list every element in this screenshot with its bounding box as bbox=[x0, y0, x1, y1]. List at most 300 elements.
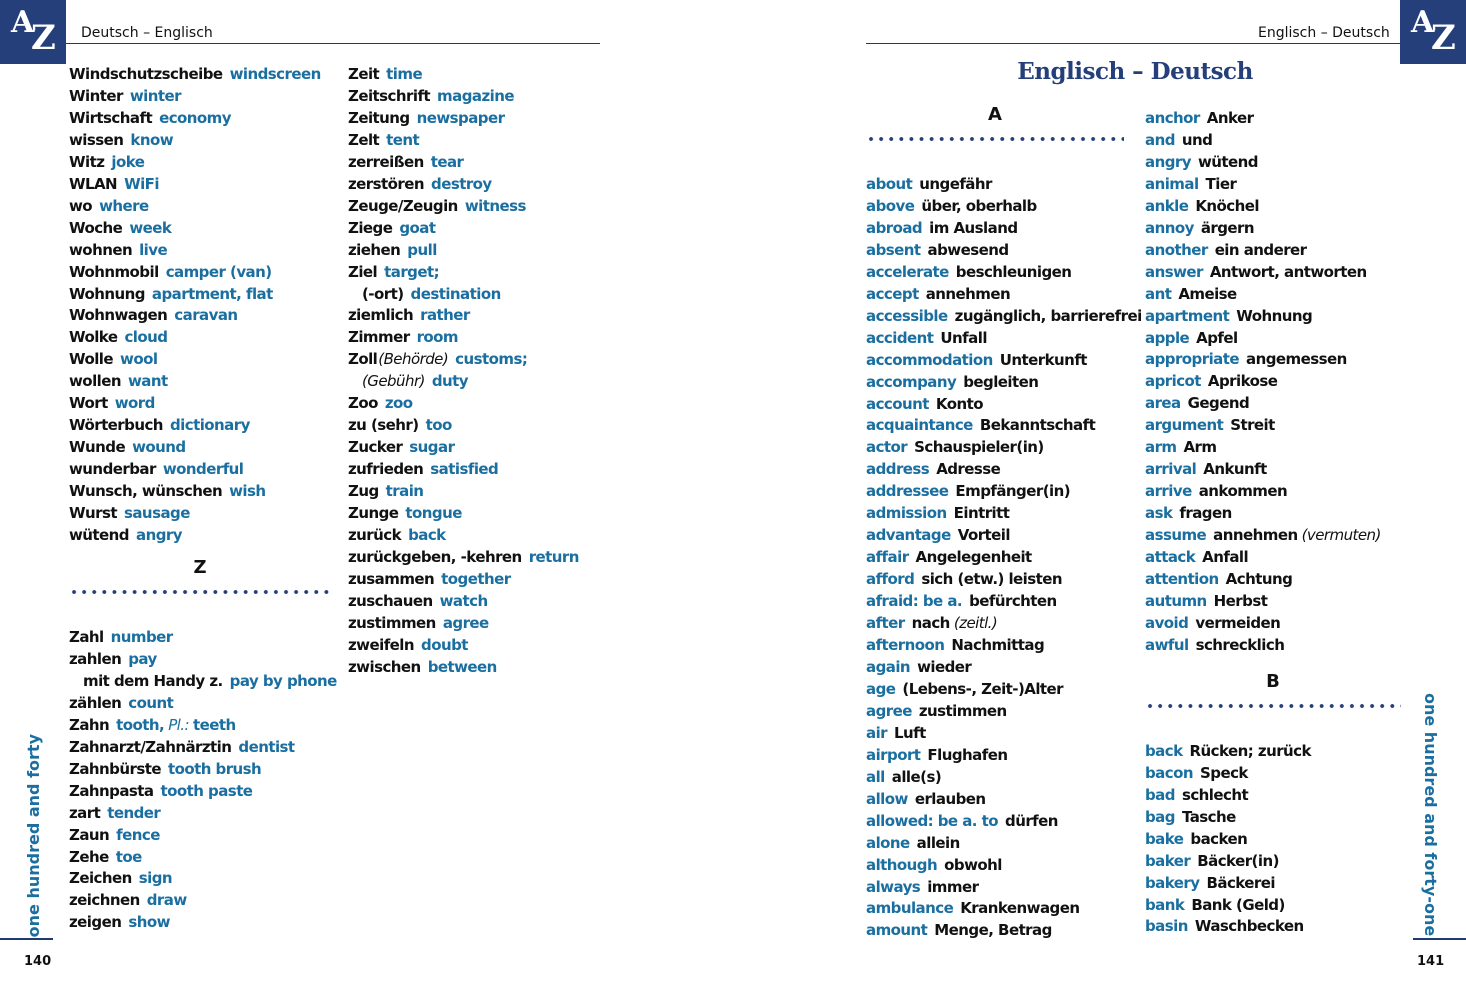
translation: Waschbecken bbox=[1194, 917, 1304, 936]
dictionary-entry bbox=[348, 130, 598, 152]
translation: satisfied bbox=[430, 460, 499, 479]
dictionary-entry bbox=[348, 240, 598, 262]
dictionary-entry bbox=[69, 64, 331, 86]
dictionary-entry bbox=[348, 262, 598, 284]
dictionary-entry bbox=[1145, 807, 1401, 829]
translation: tear bbox=[430, 152, 464, 171]
dictionary-entry bbox=[69, 174, 331, 196]
headword: accelerate bbox=[866, 262, 949, 281]
dictionary-entry bbox=[69, 284, 331, 306]
translation: pull bbox=[407, 240, 437, 259]
headword: zahlen bbox=[69, 649, 122, 668]
translation: destination bbox=[410, 284, 501, 303]
headword: Wolke bbox=[69, 328, 118, 347]
headword: allowed: be a. to bbox=[866, 811, 999, 830]
dictionary-entry bbox=[1145, 763, 1401, 785]
headword: zerstören bbox=[348, 174, 425, 193]
dictionary-entry bbox=[69, 437, 331, 459]
headword: admission bbox=[866, 504, 947, 523]
translation: tongue bbox=[405, 504, 462, 523]
translation: dictionary bbox=[169, 416, 250, 435]
dictionary-entry bbox=[1145, 851, 1401, 873]
headword: ambulance bbox=[866, 899, 954, 918]
dictionary-entry bbox=[866, 811, 1124, 833]
translation: Achtung bbox=[1225, 570, 1293, 589]
section-letter-b: B bbox=[1266, 670, 1280, 692]
translation: ein anderer bbox=[1214, 240, 1307, 259]
right-footer-rule bbox=[1413, 938, 1466, 940]
translation: Ameise bbox=[1178, 284, 1237, 303]
dictionary-entry bbox=[866, 218, 1124, 240]
dictionary-entry bbox=[866, 481, 1124, 503]
headword: Wunsch, wünschen bbox=[69, 482, 223, 501]
translation: schlecht bbox=[1181, 785, 1249, 804]
translation: Antwort, antworten bbox=[1209, 262, 1367, 281]
dictionary-entry bbox=[1145, 371, 1401, 393]
dictionary-entry bbox=[1145, 174, 1401, 196]
dictionary-entry bbox=[348, 657, 598, 679]
translation: goat bbox=[399, 218, 436, 237]
dictionary-entry bbox=[348, 218, 598, 240]
translation: economy bbox=[159, 108, 231, 127]
headword: again bbox=[866, 657, 911, 676]
headword: ziemlich bbox=[348, 306, 414, 325]
dictionary-entry bbox=[69, 305, 331, 327]
translation: know bbox=[130, 130, 174, 149]
dictionary-entry bbox=[866, 833, 1124, 855]
translation: Speck bbox=[1200, 763, 1248, 782]
headword: Zeitung bbox=[348, 108, 410, 127]
translation: week bbox=[129, 218, 172, 237]
translation: ärgern bbox=[1200, 218, 1255, 237]
headword: Wohnmobil bbox=[69, 262, 159, 281]
headword: air bbox=[866, 723, 888, 742]
dictionary-entry bbox=[348, 415, 598, 437]
headword: area bbox=[1145, 394, 1181, 413]
translation: back bbox=[408, 526, 446, 545]
dictionary-entry bbox=[348, 108, 598, 130]
headword: argument bbox=[1145, 416, 1224, 435]
dictionary-entry bbox=[69, 503, 331, 525]
translation: sign bbox=[138, 869, 173, 888]
dictionary-entry bbox=[1145, 525, 1401, 547]
translation: Bäcker(in) bbox=[1197, 851, 1279, 870]
headword: basin bbox=[1145, 917, 1188, 936]
dictionary-entry bbox=[348, 196, 598, 218]
translation: nach bbox=[911, 614, 950, 633]
headword: WLAN bbox=[69, 174, 118, 193]
dictionary-entry bbox=[866, 855, 1124, 877]
dictionary-entry bbox=[1145, 328, 1401, 350]
dictionary-entry bbox=[866, 547, 1124, 569]
usage-note: Pl.: bbox=[168, 715, 190, 734]
translation: annehmen bbox=[1213, 526, 1298, 545]
headword: after bbox=[866, 614, 905, 633]
translation: Apfel bbox=[1196, 328, 1238, 347]
translation: Bäckerei bbox=[1206, 873, 1275, 892]
dictionary-entry bbox=[866, 569, 1124, 591]
headword: wollen bbox=[69, 372, 121, 391]
translation: tooth brush bbox=[167, 759, 262, 778]
translation: Herbst bbox=[1213, 591, 1268, 610]
headword: apple bbox=[1145, 328, 1190, 347]
headword: Winter bbox=[69, 86, 123, 105]
dictionary-entry bbox=[69, 868, 331, 890]
headword: apricot bbox=[1145, 372, 1201, 391]
dictionary-entry bbox=[866, 174, 1124, 196]
translation: fragen bbox=[1179, 504, 1232, 523]
headword: Zimmer bbox=[348, 328, 410, 347]
translation: newspaper bbox=[416, 108, 505, 127]
left-header-rule bbox=[66, 43, 600, 44]
dictionary-entry bbox=[69, 130, 331, 152]
headword: zart bbox=[69, 803, 101, 822]
headword: Zehe bbox=[69, 847, 109, 866]
headword: wo bbox=[69, 196, 93, 215]
headword: attention bbox=[1145, 570, 1219, 589]
headword: amount bbox=[866, 921, 928, 940]
left-side-page-words: one hundred and forty bbox=[24, 734, 43, 938]
headword: animal bbox=[1145, 174, 1199, 193]
translation: sich (etw.) leisten bbox=[921, 570, 1063, 589]
dictionary-entry bbox=[69, 759, 331, 781]
headword: Windschutzscheibe bbox=[69, 65, 223, 83]
headword: afraid: be a. bbox=[866, 592, 963, 611]
dictionary-entry bbox=[348, 64, 598, 86]
headword: accessible bbox=[866, 306, 948, 325]
right-column-1 bbox=[866, 104, 1142, 942]
dictionary-entry bbox=[69, 890, 331, 912]
entry-list-a-continued bbox=[1145, 108, 1401, 657]
headword: zeigen bbox=[69, 913, 122, 932]
headword: ziehen bbox=[348, 240, 401, 259]
headword: Zahn bbox=[69, 715, 110, 734]
headword: Zaun bbox=[69, 825, 110, 844]
dictionary-entry bbox=[866, 635, 1124, 657]
headword: zwischen bbox=[348, 657, 421, 676]
headword: Woche bbox=[69, 218, 123, 237]
headword: Wohnwagen bbox=[69, 306, 168, 325]
translation: Tasche bbox=[1181, 807, 1236, 826]
headword: although bbox=[866, 855, 938, 874]
translation: agree bbox=[442, 613, 489, 632]
translation: obwohl bbox=[944, 855, 1002, 874]
translation: befürchten bbox=[969, 592, 1057, 611]
translation: wish bbox=[229, 482, 266, 501]
translation: Empfänger(in) bbox=[955, 482, 1071, 501]
translation: sausage bbox=[123, 504, 190, 523]
translation: toe bbox=[115, 847, 142, 866]
translation: wonderful bbox=[162, 460, 244, 479]
headword: agree bbox=[866, 701, 912, 720]
dictionary-entry bbox=[866, 525, 1124, 547]
dictionary-entry bbox=[866, 196, 1124, 218]
right-running-header: Englisch – Deutsch bbox=[1258, 25, 1390, 41]
translation: too bbox=[425, 416, 452, 435]
dictionary-entry bbox=[69, 152, 331, 174]
translation: und bbox=[1181, 130, 1213, 149]
headword: airport bbox=[866, 745, 921, 764]
dictionary-entry bbox=[69, 825, 331, 847]
dictionary-entry bbox=[1145, 306, 1401, 328]
translation: target; bbox=[384, 262, 440, 281]
usage-note: (Gebühr) bbox=[362, 372, 425, 391]
dictionary-entry bbox=[866, 394, 1124, 416]
dictionary-entry bbox=[866, 284, 1124, 306]
translation: tooth paste bbox=[160, 781, 253, 800]
translation: show bbox=[128, 913, 170, 932]
section-divider-dots bbox=[69, 589, 331, 595]
translation: tent bbox=[386, 130, 420, 149]
dictionary-entry bbox=[348, 284, 598, 306]
translation: pay by phone bbox=[229, 671, 337, 690]
dictionary-entry bbox=[348, 437, 598, 459]
dictionary-entry bbox=[69, 693, 331, 715]
dictionary-entry bbox=[348, 525, 598, 547]
section-divider-dots bbox=[866, 136, 1124, 142]
dictionary-entry bbox=[69, 196, 331, 218]
headword: arrive bbox=[1145, 482, 1192, 501]
headword: afford bbox=[866, 570, 915, 589]
dictionary-entry bbox=[348, 305, 598, 327]
logo-letter-a: A bbox=[11, 5, 35, 40]
right-column-2 bbox=[1145, 108, 1401, 938]
headword: answer bbox=[1145, 262, 1203, 281]
headword: account bbox=[866, 394, 929, 413]
headword: bake bbox=[1145, 829, 1184, 848]
dictionary-entry bbox=[1145, 503, 1401, 525]
dictionary-entry bbox=[348, 349, 598, 371]
translation: Unfall bbox=[940, 328, 987, 347]
translation: return bbox=[528, 547, 579, 566]
dictionary-entry bbox=[866, 328, 1124, 350]
translation: begleiten bbox=[963, 372, 1039, 391]
dictionary-entry bbox=[69, 86, 331, 108]
dictionary-entry bbox=[866, 350, 1124, 372]
headword: accident bbox=[866, 328, 934, 347]
headword: Wörterbuch bbox=[69, 416, 163, 435]
translation: vermeiden bbox=[1195, 613, 1281, 632]
headword: bakery bbox=[1145, 873, 1200, 892]
dictionary-entry bbox=[69, 912, 331, 934]
dictionary-entry bbox=[1145, 459, 1401, 481]
translation: Arm bbox=[1183, 438, 1217, 457]
translation: WiFi bbox=[124, 174, 159, 193]
translation: Streit bbox=[1230, 416, 1275, 435]
translation: ankommen bbox=[1198, 482, 1288, 501]
headword: Wurst bbox=[69, 504, 117, 523]
dictionary-entry bbox=[69, 627, 331, 649]
dictionary-entry bbox=[866, 767, 1124, 789]
dictionary-entry bbox=[69, 415, 331, 437]
translation: magazine bbox=[437, 86, 514, 105]
translation: between bbox=[427, 657, 497, 676]
headword: above bbox=[866, 196, 915, 215]
dictionary-entry bbox=[69, 240, 331, 262]
headword: Wunde bbox=[69, 438, 126, 457]
translation: tender bbox=[107, 803, 161, 822]
headword: Zoll bbox=[348, 350, 378, 369]
dictionary-entry bbox=[69, 649, 331, 671]
right-side-page-words: one hundred and forty-one bbox=[1421, 693, 1440, 937]
dictionary-entry bbox=[866, 745, 1124, 767]
translation: customs; bbox=[455, 350, 528, 369]
translation: wound bbox=[132, 438, 186, 457]
translation: angemessen bbox=[1246, 350, 1347, 369]
dictionary-entry bbox=[866, 306, 1142, 328]
headword: attack bbox=[1145, 548, 1196, 567]
headword: Witz bbox=[69, 152, 105, 171]
translation: want bbox=[128, 372, 168, 391]
dictionary-entry bbox=[1145, 284, 1401, 306]
headword: addressee bbox=[866, 482, 949, 501]
translation: Menge, Betrag bbox=[934, 921, 1052, 940]
headword: Zeit bbox=[348, 65, 380, 83]
dictionary-entry bbox=[348, 547, 598, 569]
dictionary-entry bbox=[866, 240, 1124, 262]
right-header-rule bbox=[866, 43, 1400, 44]
left-column-1 bbox=[69, 64, 337, 934]
dictionary-entry bbox=[69, 525, 331, 547]
logo-letter-z-right: Z bbox=[1431, 18, 1456, 58]
translation: Ankunft bbox=[1203, 460, 1267, 479]
dictionary-entry bbox=[866, 503, 1124, 525]
usage-note: (Behörde) bbox=[378, 350, 449, 369]
translation: tooth, bbox=[116, 715, 165, 734]
translation: dentist bbox=[238, 737, 295, 756]
dictionary-entry bbox=[1145, 741, 1401, 763]
dictionary-entry bbox=[1145, 393, 1401, 415]
headword: Zahl bbox=[69, 627, 104, 646]
headword: Zeichen bbox=[69, 869, 132, 888]
translation: Bekanntschaft bbox=[979, 416, 1096, 435]
dictionary-entry bbox=[69, 327, 331, 349]
dictionary-entry bbox=[348, 393, 598, 415]
headword: zählen bbox=[69, 693, 122, 712]
translation: wütend bbox=[1197, 152, 1258, 171]
az-logo-right bbox=[1400, 0, 1466, 64]
headword: angry bbox=[1145, 152, 1191, 171]
entry-list-z-continued bbox=[348, 64, 598, 679]
translation: joke bbox=[111, 152, 145, 171]
translation: zugänglich, barrierefrei bbox=[954, 306, 1142, 325]
headword: zufrieden bbox=[348, 460, 424, 479]
headword: awful bbox=[1145, 635, 1189, 654]
headword: mit dem Handy z. bbox=[83, 671, 223, 690]
translation: ungefähr bbox=[919, 175, 992, 193]
headword: allow bbox=[866, 789, 908, 808]
headword: anchor bbox=[1145, 109, 1200, 127]
translation: Tier bbox=[1205, 174, 1237, 193]
dictionary-entry bbox=[69, 218, 331, 240]
translation: doubt bbox=[421, 635, 468, 654]
dictionary-entry bbox=[348, 174, 598, 196]
dictionary-entry bbox=[866, 591, 1124, 613]
headword: another bbox=[1145, 240, 1208, 259]
headword: afternoon bbox=[866, 636, 945, 655]
headword: zurück bbox=[348, 526, 402, 545]
headword: Ziel bbox=[348, 262, 378, 281]
dictionary-entry bbox=[1145, 240, 1401, 262]
headword: advantage bbox=[866, 526, 951, 545]
usage-note: (zeitl.) bbox=[953, 614, 998, 633]
translation: Unterkunft bbox=[999, 350, 1087, 369]
dictionary-entry bbox=[69, 781, 331, 803]
headword: address bbox=[866, 460, 930, 479]
headword: Wort bbox=[69, 394, 108, 413]
left-footer-rule bbox=[0, 938, 53, 940]
headword: absent bbox=[866, 240, 921, 259]
translation: apartment, flat bbox=[151, 284, 273, 303]
dictionary-entry bbox=[1145, 895, 1401, 917]
headword: Zeuge/Zeugin bbox=[348, 196, 458, 215]
dictionary-entry bbox=[69, 349, 331, 371]
dictionary-entry bbox=[1145, 218, 1401, 240]
translation: pay bbox=[128, 649, 157, 668]
dictionary-entry bbox=[348, 86, 598, 108]
translation: Flughafen bbox=[927, 745, 1008, 764]
section-letter-z: Z bbox=[193, 556, 207, 578]
headword: all bbox=[866, 767, 885, 786]
headword: zuschauen bbox=[348, 591, 433, 610]
headword: Zucker bbox=[348, 438, 403, 457]
translation: fence bbox=[116, 825, 160, 844]
logo-letter-a-right: A bbox=[1411, 5, 1435, 40]
translation: Angelegenheit bbox=[915, 548, 1032, 567]
headword: bag bbox=[1145, 807, 1175, 826]
translation: Schauspieler(in) bbox=[914, 438, 1044, 457]
headword: accommodation bbox=[866, 350, 993, 369]
headword: Zahnarzt/Zahnärztin bbox=[69, 737, 232, 756]
dictionary-entry bbox=[1145, 415, 1401, 437]
left-page-number: 140 bbox=[24, 954, 52, 969]
dictionary-entry bbox=[348, 569, 598, 591]
headword: affair bbox=[866, 548, 909, 567]
translation: Rücken; zurück bbox=[1189, 741, 1311, 760]
headword: accept bbox=[866, 284, 919, 303]
dictionary-entry bbox=[1145, 785, 1401, 807]
dictionary-entry bbox=[69, 108, 331, 130]
dictionary-entry bbox=[866, 437, 1124, 459]
translation: winter bbox=[129, 86, 181, 105]
translation-plural: teeth bbox=[193, 715, 236, 734]
translation: dürfen bbox=[1005, 811, 1058, 830]
left-column-2 bbox=[348, 64, 598, 679]
headword: autumn bbox=[1145, 591, 1207, 610]
headword: bank bbox=[1145, 895, 1185, 914]
translation: erlauben bbox=[914, 789, 986, 808]
translation: Adresse bbox=[936, 460, 1001, 479]
translation: wieder bbox=[917, 657, 972, 676]
entry-list-z bbox=[69, 627, 337, 934]
dictionary-entry bbox=[1145, 349, 1401, 371]
translation: Knöchel bbox=[1195, 196, 1259, 215]
dictionary-entry bbox=[1145, 481, 1401, 503]
dictionary-entry bbox=[1145, 130, 1401, 152]
dictionary-entry bbox=[69, 371, 331, 393]
az-logo bbox=[0, 0, 66, 64]
entry-list-w bbox=[69, 64, 331, 547]
dictionary-entry bbox=[866, 372, 1124, 394]
left-running-header: Deutsch – Englisch bbox=[81, 25, 213, 41]
headword: ankle bbox=[1145, 196, 1189, 215]
dictionary-entry bbox=[866, 789, 1124, 811]
dictionary-entry bbox=[866, 262, 1124, 284]
headword: accompany bbox=[866, 372, 957, 391]
dictionary-entry bbox=[69, 481, 331, 503]
dictionary-entry bbox=[69, 459, 331, 481]
translation: im Ausland bbox=[929, 218, 1018, 237]
